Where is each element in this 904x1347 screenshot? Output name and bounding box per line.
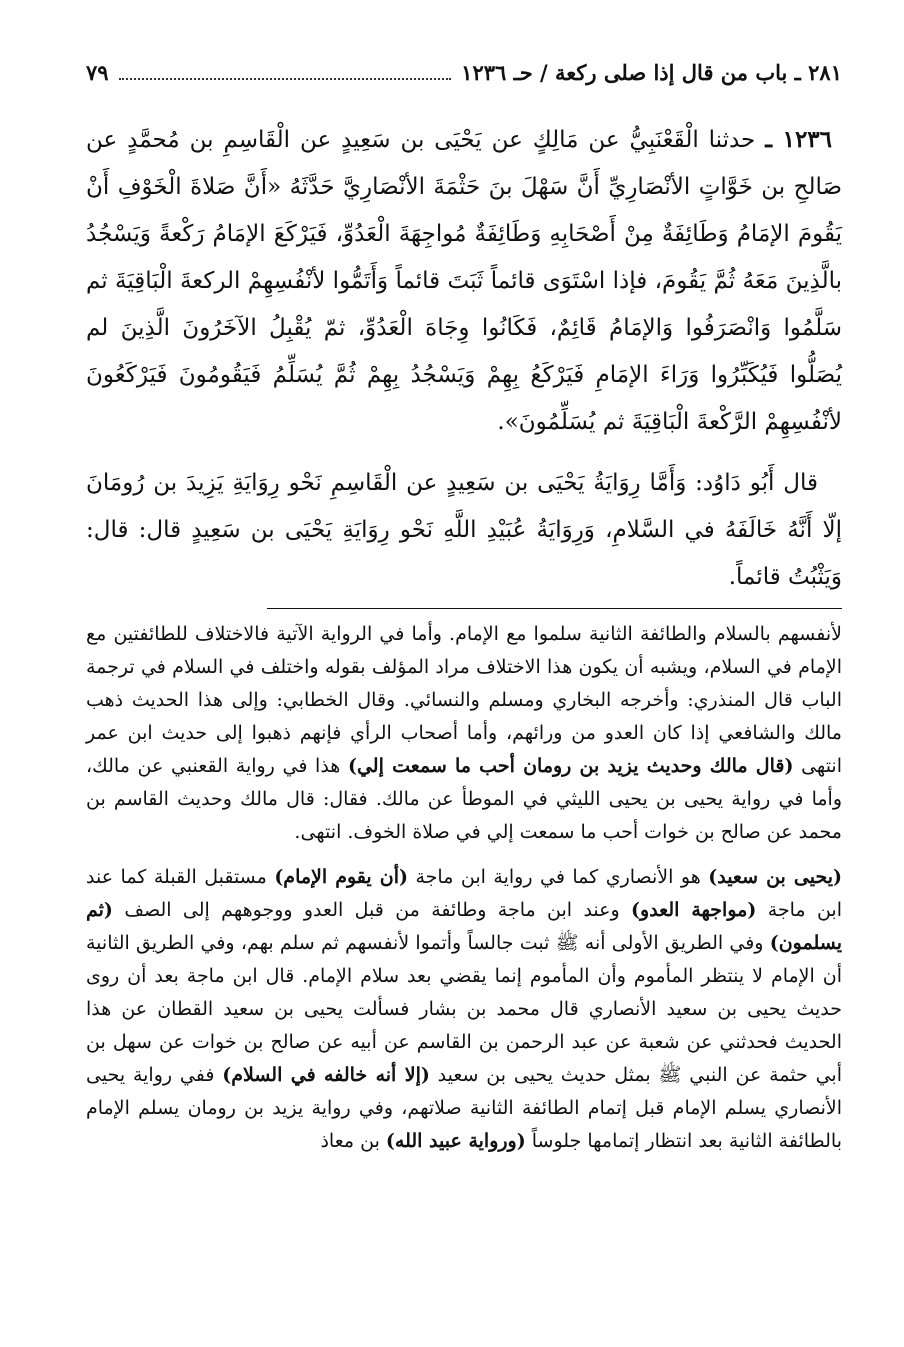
footnote-separator [267,608,842,609]
commentary-text: مستقبل القبلة كما عند ابن ماجة [86,866,843,921]
commentary-text: وفي الطريق الأولى أنه ﷺ ثبت جالساً وأتموا لأنفسهم ثم سلم بهم، وفي الطريق الثانية أن الإمام لا ينتظر المأموم وأن المأموم إنما يقضي بعد سلام الإمام. قال ابن ماجة بعد أن روى حديث يحيى بن سعيد الأنصاري قال محمد بن بشار فسألت يحيى بن سعيد القطان عن هذا الحديث فحدثني عن شعبة عن عبد الرحمن بن القاسم عن أبيه عن صالح بن خوات عن سهل بن أبي حثمة عن النبي ﷺ بمثل حديث يحيى بن سعيد [86,932,842,1086]
commentary-paragraph-2 [86,861,842,1158]
commentary-lemma: (ورواية عبيد الله) [385,1130,526,1152]
commentary-text: بن معاذ [320,1130,380,1152]
commentary-text: وعند ابن ماجة وطائفة من قبل العدو ووجوههم إلى الصف [124,899,620,921]
commentary [86,618,842,1158]
commentary-text: هو الأنصاري كما في رواية ابن ماجة [415,866,701,888]
commentary-text: لأنفسهم بالسلام والطائفة الثانية سلموا مع الإمام. وأما في الرواية الآتية فالاختلاف للطائفتين مع الإمام في السلام، ويشبه أن يكون هذا الاختلاف مراد المؤلف بقوله واختلف في السلام في ترجمة الباب قال المنذري: وأخرجه البخاري ومسلم والنسائي. وقال الخطابي: وإلى هذا الحديث ذهب مالك والشافعي إذا كان العدو من ورائهم، وأما أصحاب الرأي فإنهم ذهبوا إلى حديث ابن عمر انتهى [86,623,842,777]
commentary-lemma: (قال مالك وحديث يزيد بن رومان أحب ما سمعت إلي) [347,755,794,777]
commentary-paragraph-1 [86,618,842,849]
commentary-lemma: (يحيى بن سعيد) [708,866,843,888]
hadith-number: ١٢٣٦ ـ [765,126,833,153]
page-number: ٧٩ [86,59,109,85]
chapter-title: ٢٨١ ـ باب من قال إذا صلى ركعة / حـ ١٢٣٦ [461,59,842,85]
hadith-paragraph [86,116,842,446]
commentary-text: ففي رواية يحيى الأنصاري يسلم الإمام قبل إتمام الطائفة الثانية صلاتهم، وفي رواية يزيد بن رومان يسلم الإمام بالطائفة الثانية بعد انتظار إتمامها جلوساً [86,1064,842,1152]
commentary-lemma: (أن يقوم الإمام) [274,866,408,888]
commentary-lemma: (مواجهة العدو) [631,899,757,921]
running-header [86,52,842,92]
abu-dawud-note: قال أَبُو دَاوُد: وَأَمَّا رِوَايَةُ يَحْيَى بن سَعِيدٍ عن الْقَاسِمِ نَحْو رِوَايَةِ يَزِيدَ بن رُومَانَ إلّا أَنَّهُ خَالَفَهُ في السَّلامِ، وَرِوَايَةُ عُبَيْدِ اللَّهِ نَحْو رِوَايَةِ يَحْيَى بن سَعِيدٍ قال: قال: وَيَثْبُتُ قائماً. [86,470,842,590]
commentary-lemma: (ثم يسلمون) [86,899,843,954]
hadith-text: حدثنا الْقَعْنَبِيُّ عن مَالِكٍ عن يَحْيَى بن سَعِيدٍ عن الْقَاسِمِ بن مُحمَّدٍ عن صَالحِ بن خَوَّاتٍ الأنْصَارِيِّ أَنَّ سَهْلَ بنَ حَثْمَةَ الأنْصَارِيَّ حَدَّثَهُ «أَنَّ صَلاةَ الْخَوْفِ أَنْ يَقُومَ الإمَامُ وَطَائِفَةٌ مِنْ أَصْحَابِهِ وَطَائِفَةٌ مُواجِهَةَ الْعَدُوِّ، فَيَرْكَعَ الإمَامُ رَكْعةً وَيَسْجُدُ بالَّذِينَ مَعَهُ ثُمَّ يَقُومَ، فإذا اسْتَوَى قائماً ثَبَتَ قائماً وَأَتَمُّوا لأنْفُسِهِمْ الركعةَ الْبَاقِيَةَ ثم سَلَّمُوا وَانْصَرَفُوا وَالإمَامُ قَائِمٌ، فَكَانُوا وِجَاهَ الْعَدُوِّ، ثمّ يُقْبِلُ الآخَرُونَ الَّذِينَ لم يُصَلُّوا فَيُكَبِّرُوا وَرَاءَ الإمَامِ فَيَرْكَعُ بِهِمْ وَيَسْجُدُ بِهِمْ ثُمَّ يُسَلِّمُ فَيَقُومُونَ فَيَرْكَعُونَ لأنْفُسِهِمْ الرَّكْعةَ الْبَاقِيَةَ ثم يُسَلِّمُونَ». [86,127,842,435]
header-dot-leader [119,64,452,80]
commentary-text: هذا في رواية القعنبي عن مالك، وأما في رواية يحيى بن يحيى الليثي في الموطأ عن مالك. فقال: قال مالك وحديث القاسم بن محمد عن صالح بن خوات أحب ما سمعت إلي في صلاة الخوف. انتهى. [86,755,842,843]
commentary-lemma: (إلا أنه خالفه في السلام) [222,1064,430,1086]
main-text [86,116,842,601]
